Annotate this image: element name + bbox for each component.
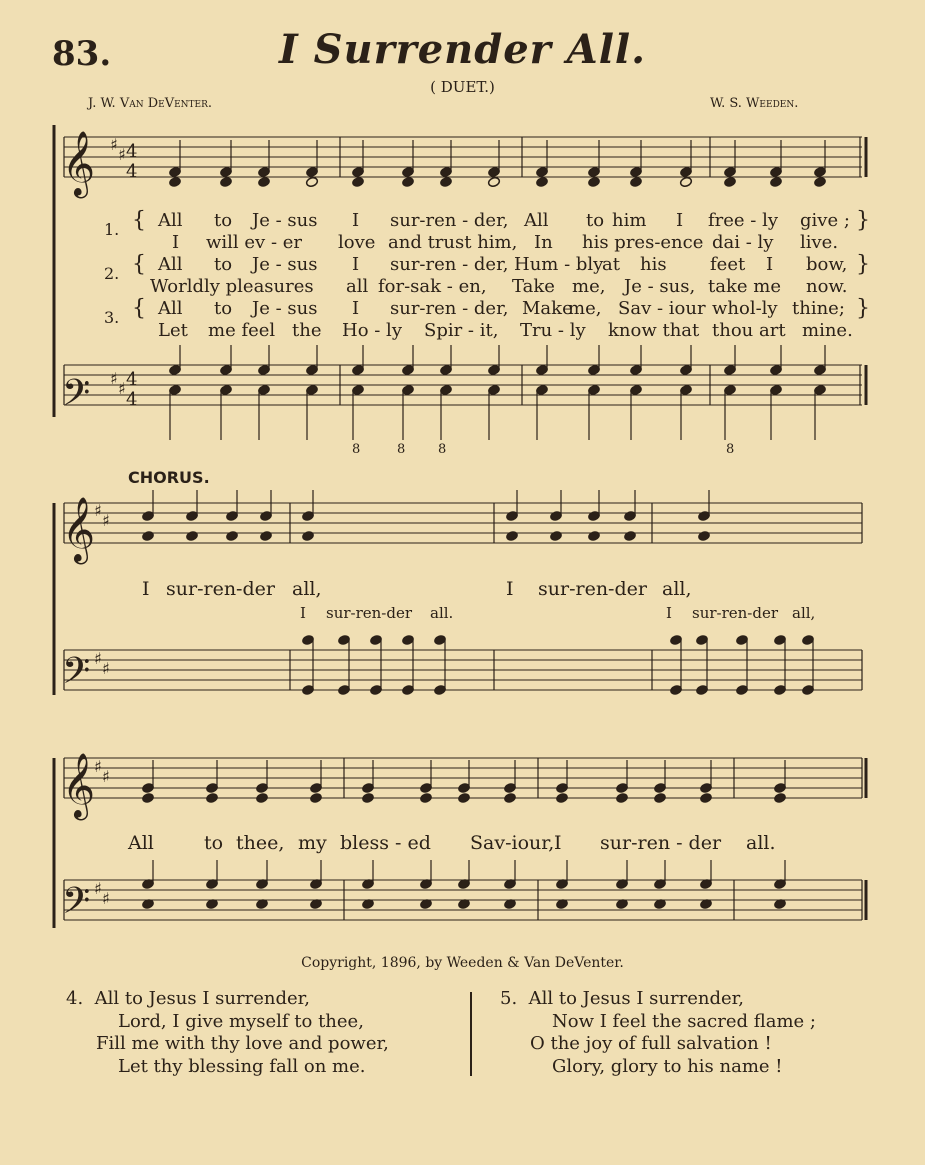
verse-3-line-2: Let me feel the Ho - ly Spir - it, Tru - ly know that thou art mine. bbox=[158, 320, 853, 341]
note-head bbox=[487, 176, 500, 187]
sharp-icon: ♯ bbox=[102, 659, 110, 678]
verse-2-line-1: 2. { All to Je - sus I sur-ren - der, Hum - bly at his feet I bow, } bbox=[104, 252, 870, 283]
note-head bbox=[255, 792, 268, 803]
treble-clef-icon: 𝄞 bbox=[62, 131, 96, 196]
note-head bbox=[587, 530, 600, 541]
note-head bbox=[769, 176, 782, 187]
note-head bbox=[168, 176, 181, 187]
chorus-lyric: I bbox=[142, 578, 150, 600]
chorus-lyric: all, bbox=[292, 578, 322, 600]
verse-number: 1. bbox=[104, 220, 120, 239]
sharp-icon: ♯ bbox=[110, 135, 118, 154]
note-head bbox=[535, 176, 548, 187]
note-head bbox=[351, 176, 364, 187]
chorus-lyric: I bbox=[506, 578, 514, 600]
note-head bbox=[615, 792, 628, 803]
note-head bbox=[205, 792, 218, 803]
hymn-subtitle: ( DUET.) bbox=[430, 78, 495, 96]
bass-figure: 8 bbox=[438, 442, 447, 457]
copyright-notice: Copyright, 1896, by Weeden & Van DeVenter. bbox=[301, 955, 624, 971]
note-head bbox=[457, 792, 470, 803]
note-head bbox=[503, 792, 516, 803]
chorus-lyric: bless - ed bbox=[340, 832, 431, 854]
time-signature: 4 bbox=[126, 141, 138, 162]
chorus-echo: all, bbox=[792, 604, 816, 622]
chorus-echo: sur-ren-der bbox=[326, 604, 413, 622]
note-head bbox=[361, 792, 374, 803]
hymn-title: I Surrender All. bbox=[278, 26, 647, 73]
chorus-echo: I bbox=[666, 604, 672, 622]
note-head bbox=[773, 792, 786, 803]
sharp-icon: ♯ bbox=[94, 757, 102, 776]
chorus-lyric: to bbox=[204, 832, 224, 854]
note-head bbox=[141, 792, 154, 803]
verse-1-line-2: I will ev - er love and trust him, In his pres-ence dai - ly live. bbox=[172, 232, 839, 253]
verse-1-line-1: 1. { All to Je - sus I sur-ren - der, All to him I free - ly give ; } bbox=[104, 208, 870, 239]
bass-figure: 8 bbox=[352, 442, 361, 457]
sharp-icon: ♯ bbox=[102, 511, 110, 530]
sharp-icon: ♯ bbox=[94, 879, 102, 898]
chorus-lyric: Sav-iour, bbox=[470, 832, 555, 854]
verse-2-line-2: Worldly pleasures all for-sak - en, Take me, Je - sus, take me now. bbox=[150, 276, 848, 297]
sharp-icon: ♯ bbox=[94, 649, 102, 668]
note-head bbox=[185, 530, 198, 541]
stanza-5: 5. All to Jesus I surrender, Now I feel the sacred flame ; O the joy of full salvation ! Glory, glory to his name ! bbox=[500, 988, 816, 1077]
bass-clef-icon: 𝄢 bbox=[62, 880, 91, 931]
bass-clef-icon: 𝄢 bbox=[62, 372, 91, 423]
chorus-lyric: all. bbox=[746, 832, 776, 854]
hymn-number: 83. bbox=[52, 34, 112, 74]
sharp-icon: ♯ bbox=[102, 767, 110, 786]
verse-3-line-1: 3. { All to Je - sus I sur-ren - der, Make me, Sav - iour whol-ly thine; } bbox=[104, 296, 870, 327]
lyricist-credit: J. W. Van DeVenter. bbox=[88, 96, 213, 111]
composer-credit: W. S. Weeden. bbox=[710, 96, 799, 111]
sharp-icon: ♯ bbox=[118, 379, 126, 398]
chorus-lyric: all, bbox=[662, 578, 692, 600]
chorus-lyric: All bbox=[128, 832, 154, 854]
note-head bbox=[723, 176, 736, 187]
note-head bbox=[225, 530, 238, 541]
chorus-lyric: sur-ren-der bbox=[166, 578, 275, 600]
verse-number: 2. bbox=[104, 264, 120, 283]
chorus-lyric: thee, bbox=[236, 832, 285, 854]
note-head bbox=[259, 530, 272, 541]
note-head bbox=[219, 176, 232, 187]
sharp-icon: ♯ bbox=[110, 369, 118, 388]
note-head bbox=[629, 176, 642, 187]
chorus-echo: all. bbox=[430, 604, 454, 622]
time-signature: 4 bbox=[126, 161, 138, 182]
note-head bbox=[549, 530, 562, 541]
chorus-echo: sur-ren-der bbox=[692, 604, 779, 622]
note-head bbox=[813, 176, 826, 187]
sharp-icon: ♯ bbox=[94, 501, 102, 520]
stanza-divider bbox=[470, 992, 472, 1076]
note-head bbox=[401, 176, 414, 187]
time-signature: 4 bbox=[126, 369, 138, 390]
time-signature: 4 bbox=[126, 389, 138, 410]
note-head bbox=[301, 530, 314, 541]
note-head bbox=[699, 792, 712, 803]
note-head bbox=[555, 792, 568, 803]
note-head bbox=[141, 530, 154, 541]
chorus-lyric: sur-ren-der bbox=[538, 578, 647, 600]
note-head bbox=[653, 792, 666, 803]
bass-figure: 8 bbox=[397, 442, 406, 457]
treble-clef-icon: 𝄞 bbox=[62, 497, 96, 562]
bass-clef-icon: 𝄢 bbox=[62, 650, 91, 701]
note-head bbox=[697, 530, 710, 541]
bass-figure: 8 bbox=[726, 442, 735, 457]
note-head bbox=[587, 176, 600, 187]
note-head bbox=[505, 530, 518, 541]
note-head bbox=[305, 176, 318, 187]
note-head bbox=[623, 530, 636, 541]
chorus-label: CHORUS. bbox=[128, 468, 210, 487]
chorus-echo: I bbox=[300, 604, 306, 622]
note-head bbox=[419, 792, 432, 803]
note-head bbox=[679, 176, 692, 187]
sharp-icon: ♯ bbox=[102, 889, 110, 908]
note-head bbox=[257, 176, 270, 187]
sharp-icon: ♯ bbox=[118, 145, 126, 164]
verse-number: 3. bbox=[104, 308, 120, 327]
note-head bbox=[309, 792, 322, 803]
note-head bbox=[439, 176, 452, 187]
treble-clef-icon: 𝄞 bbox=[62, 753, 96, 818]
stanza-4: 4. All to Jesus I surrender, Lord, I give myself to thee, Fill me with thy love and power, Let thy blessing fall on me. bbox=[66, 988, 389, 1077]
chorus-lyric: I bbox=[554, 832, 562, 854]
chorus-lyric: sur-ren - der bbox=[600, 832, 722, 854]
chorus-lyric: my bbox=[298, 832, 327, 854]
